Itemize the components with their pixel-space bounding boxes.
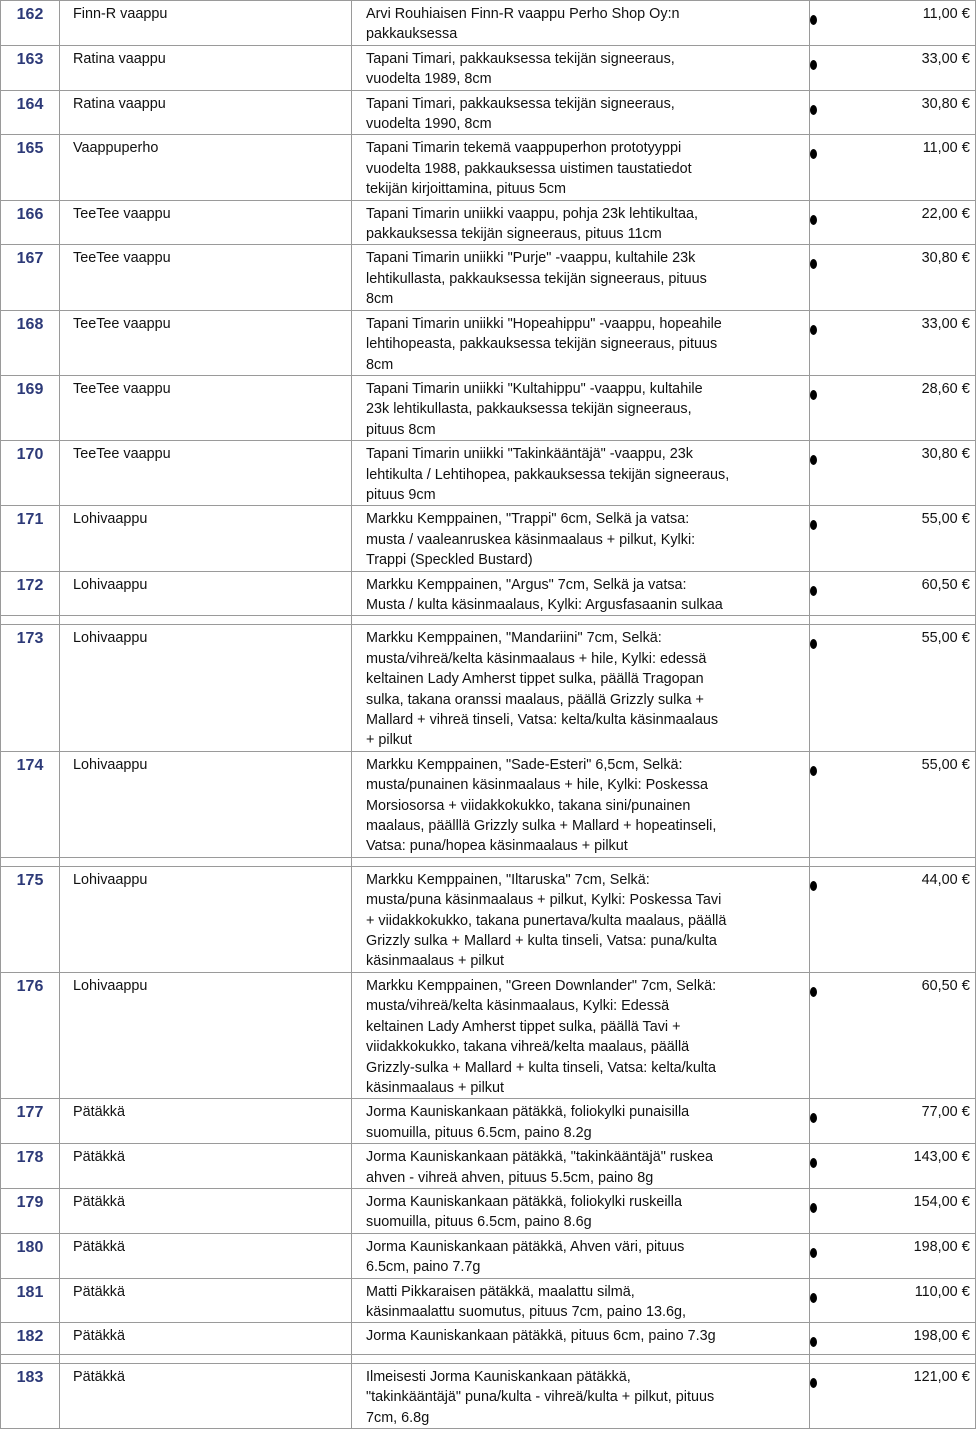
- euro-icon: €: [961, 1282, 970, 1300]
- item-price: [839, 1144, 976, 1189]
- item-number: 177: [1, 1099, 60, 1144]
- table-row: [1, 1099, 976, 1144]
- price-value: 30,80: [921, 446, 958, 463]
- item-number: 168: [1, 310, 60, 375]
- item-name: Pätäkkä: [60, 1099, 352, 1144]
- item-price: [839, 506, 976, 571]
- price-value: 33,00: [921, 50, 958, 67]
- bullet-icon: [810, 1293, 817, 1303]
- table-row: [1, 441, 976, 506]
- item-description: Jorma Kauniskankaan pätäkkä, foliokylki punaisilla suomuilla, pituus 6.5cm, paino 8.2g: [352, 1099, 810, 1144]
- item-number: 179: [1, 1188, 60, 1233]
- spacer-cell: [352, 1354, 810, 1363]
- item-number: 176: [1, 972, 60, 1098]
- spacer-cell: [810, 857, 840, 866]
- table-row: [1, 135, 976, 200]
- spacer-cell: [352, 616, 810, 625]
- bullet-cell: [810, 375, 840, 440]
- price-value: 55,00: [921, 511, 958, 528]
- table-row: [1, 310, 976, 375]
- item-price: [839, 90, 976, 135]
- item-name: Finn-R vaappu: [60, 1, 352, 46]
- item-description: Matti Pikkaraisen pätäkkä, maalattu silmä, käsinmaalattu suomutus, pituus 7cm, paino 13.6g,: [352, 1278, 810, 1323]
- bullet-icon: [810, 586, 817, 596]
- price-value: 77,00: [921, 1104, 958, 1121]
- euro-icon: €: [961, 755, 970, 773]
- spacer-cell: [839, 1354, 976, 1363]
- item-name: TeeTee vaappu: [60, 200, 352, 245]
- bullet-cell: [810, 571, 840, 616]
- price-value: 30,80: [921, 250, 958, 267]
- bullet-icon: [810, 215, 817, 225]
- item-name: Pätäkkä: [60, 1363, 352, 1428]
- bullet-icon: [810, 1203, 817, 1213]
- item-price: [839, 866, 976, 972]
- item-name: Ratina vaappu: [60, 90, 352, 135]
- item-price: [839, 135, 976, 200]
- item-number: 174: [1, 751, 60, 857]
- item-description: Jorma Kauniskankaan pätäkkä, pituus 6cm, paino 7.3g: [352, 1323, 810, 1354]
- bullet-cell: [810, 506, 840, 571]
- item-number: 165: [1, 135, 60, 200]
- price-value: 55,00: [921, 756, 958, 773]
- table-row: [1, 375, 976, 440]
- item-name: TeeTee vaappu: [60, 441, 352, 506]
- item-number: 164: [1, 90, 60, 135]
- table-row: [1, 1144, 976, 1189]
- spacer-cell: [810, 616, 840, 625]
- item-name: Ratina vaappu: [60, 45, 352, 90]
- item-name: Lohivaappu: [60, 751, 352, 857]
- euro-icon: €: [961, 204, 970, 222]
- bullet-icon: [810, 390, 817, 400]
- item-description: Jorma Kauniskankaan pätäkkä, foliokylki ruskeilla suomuilla, pituus 6.5cm, paino 8.6g: [352, 1188, 810, 1233]
- bullet-cell: [810, 441, 840, 506]
- item-number: 182: [1, 1323, 60, 1354]
- item-price: [839, 972, 976, 1098]
- item-number: 183: [1, 1363, 60, 1428]
- price-value: 28,60: [921, 380, 958, 397]
- item-number: 175: [1, 866, 60, 972]
- price-value: 198,00: [913, 1238, 958, 1255]
- bullet-cell: [810, 972, 840, 1098]
- catalog-body: [1, 1, 976, 1429]
- item-name: Pätäkkä: [60, 1144, 352, 1189]
- bullet-icon: [810, 639, 817, 649]
- item-number: 178: [1, 1144, 60, 1189]
- price-value: 198,00: [913, 1328, 958, 1345]
- price-value: 22,00: [921, 205, 958, 222]
- item-name: Lohivaappu: [60, 866, 352, 972]
- item-price: [839, 200, 976, 245]
- item-number: 163: [1, 45, 60, 90]
- euro-icon: €: [961, 379, 970, 397]
- item-price: [839, 441, 976, 506]
- item-description: Markku Kemppainen, "Green Downlander" 7cm, Selkä: musta/vihreä/kelta käsinmaalaus, Kylki: Edessä keltainen Lady Amherst tippet sulka, päällä Tavi + viidakkokukko, takana vihreä/kelta maalaus, päällä Grizzly-sulka + Mallard + kulta tinseli, Vatsa: kelta/kulta käsinmaalaus + pilkut: [352, 972, 810, 1098]
- item-price: [839, 571, 976, 616]
- bullet-cell: [810, 1, 840, 46]
- spacer-row: [1, 857, 976, 866]
- price-value: 55,00: [921, 630, 958, 647]
- item-price: [839, 625, 976, 751]
- spacer-cell: [1, 616, 60, 625]
- euro-icon: €: [961, 870, 970, 888]
- bullet-cell: [810, 135, 840, 200]
- item-price: [839, 1099, 976, 1144]
- spacer-row: [1, 1354, 976, 1363]
- price-value: 30,80: [921, 95, 958, 112]
- euro-icon: €: [961, 1367, 970, 1385]
- item-description: Tapani Timari, pakkauksessa tekijän signeeraus, vuodelta 1990, 8cm: [352, 90, 810, 135]
- bullet-cell: [810, 1363, 840, 1428]
- bullet-cell: [810, 310, 840, 375]
- bullet-icon: [810, 15, 817, 25]
- item-name: Pätäkkä: [60, 1188, 352, 1233]
- item-price: [839, 375, 976, 440]
- item-number: 171: [1, 506, 60, 571]
- item-description: Tapani Timarin uniikki "Hopeahippu" -vaappu, hopeahile lehtihopeasta, pakkauksessa tekijän signeeraus, pituus 8cm: [352, 310, 810, 375]
- bullet-cell: [810, 625, 840, 751]
- bullet-icon: [810, 881, 817, 891]
- euro-icon: €: [961, 94, 970, 112]
- table-row: [1, 866, 976, 972]
- euro-icon: €: [961, 1327, 970, 1345]
- table-row: [1, 1323, 976, 1354]
- item-description: Tapani Timarin uniikki "Takinkääntäjä" -vaappu, 23k lehtikulta / Lehtihopea, pakkauksessa tekijän signeeraus, pituus 9cm: [352, 441, 810, 506]
- bullet-icon: [810, 1113, 817, 1123]
- spacer-cell: [60, 1354, 352, 1363]
- table-row: [1, 90, 976, 135]
- euro-icon: €: [961, 629, 970, 647]
- spacer-cell: [60, 857, 352, 866]
- item-name: Pätäkkä: [60, 1233, 352, 1278]
- price-value: 11,00: [922, 140, 958, 157]
- bullet-icon: [810, 1337, 817, 1347]
- table-row: [1, 751, 976, 857]
- item-name: Lohivaappu: [60, 972, 352, 1098]
- bullet-icon: [810, 987, 817, 997]
- item-number: 167: [1, 245, 60, 310]
- euro-icon: €: [961, 5, 970, 22]
- item-description: Jorma Kauniskankaan pätäkkä, "takinkääntäjä" ruskea ahven - vihreä ahven, pituus 5.5cm, paino 8g: [352, 1144, 810, 1189]
- item-description: Arvi Rouhiaisen Finn-R vaappu Perho Shop Oy:n pakkauksessa: [352, 1, 810, 46]
- item-description: Tapani Timarin uniikki "Purje" -vaappu, kultahile 23k lehtikullasta, pakkauksessa tekijän signeeraus, pituus 8cm: [352, 245, 810, 310]
- item-number: 170: [1, 441, 60, 506]
- price-value: 60,50: [921, 576, 958, 593]
- item-name: Lohivaappu: [60, 506, 352, 571]
- item-price: [839, 1278, 976, 1323]
- bullet-icon: [810, 149, 817, 159]
- item-description: Markku Kemppainen, "Iltaruska" 7cm, Selkä: musta/puna käsinmaalaus + pilkut, Kylki: Poskessa Tavi + viidakkokukko, takana punertava/kulta maalaus, päällä Grizzly sulka + Mallard + kulta tinseli, Vatsa: puna/kulta käsinmaalaus + pilkut: [352, 866, 810, 972]
- price-value: 110,00: [914, 1283, 958, 1300]
- item-price: [839, 1363, 976, 1428]
- table-row: [1, 1188, 976, 1233]
- item-number: 173: [1, 625, 60, 751]
- bullet-cell: [810, 45, 840, 90]
- bullet-icon: [810, 766, 817, 776]
- euro-icon: €: [961, 575, 970, 593]
- item-number: 181: [1, 1278, 60, 1323]
- table-row: [1, 1363, 976, 1428]
- table-row: [1, 1, 976, 46]
- item-name: Pätäkkä: [60, 1278, 352, 1323]
- price-value: 154,00: [913, 1193, 958, 1210]
- euro-icon: €: [961, 976, 970, 994]
- item-number: 166: [1, 200, 60, 245]
- bullet-cell: [810, 200, 840, 245]
- item-number: 180: [1, 1233, 60, 1278]
- item-description: Markku Kemppainen, "Sade-Esteri" 6,5cm, Selkä: musta/punainen käsinmaalaus + hile, Kylki: Poskessa Morsiosorsa + viidakkokukko, takana sini/punainen maalaus, päälllä Grizzly sulka + Mallard + hopeatinseli, Vatsa: puna/hopea käsinmaalaus + pilkut: [352, 751, 810, 857]
- item-number: 172: [1, 571, 60, 616]
- price-value: 121,00: [913, 1368, 958, 1385]
- price-value: 33,00: [921, 315, 958, 332]
- table-row: [1, 200, 976, 245]
- item-name: Lohivaappu: [60, 571, 352, 616]
- bullet-icon: [810, 520, 817, 530]
- item-name: TeeTee vaappu: [60, 375, 352, 440]
- euro-icon: €: [961, 1148, 970, 1166]
- bullet-cell: [810, 1099, 840, 1144]
- spacer-cell: [352, 857, 810, 866]
- item-price: [839, 1233, 976, 1278]
- item-name: Vaappuperho: [60, 135, 352, 200]
- item-number: 162: [1, 1, 60, 46]
- item-name: Lohivaappu: [60, 625, 352, 751]
- bullet-cell: [810, 1323, 840, 1354]
- item-description: Tapani Timarin tekemä vaappuperhon prototyyppi vuodelta 1988, pakkauksessa uistimen taustatiedot tekijän kirjoittamina, pituus 5cm: [352, 135, 810, 200]
- table-row: [1, 625, 976, 751]
- item-name: TeeTee vaappu: [60, 310, 352, 375]
- table-row: [1, 245, 976, 310]
- item-price: [839, 45, 976, 90]
- spacer-cell: [839, 616, 976, 625]
- euro-icon: €: [961, 49, 970, 67]
- bullet-icon: [810, 105, 817, 115]
- bullet-icon: [810, 1248, 817, 1258]
- spacer-cell: [1, 1354, 60, 1363]
- item-description: Markku Kemppainen, "Trappi" 6cm, Selkä ja vatsa: musta / vaaleanruskea käsinmaalaus + pilkut, Kylki: Trappi (Speckled Bustard): [352, 506, 810, 571]
- euro-icon: €: [961, 1237, 970, 1255]
- item-price: [839, 751, 976, 857]
- item-price: [839, 245, 976, 310]
- bullet-cell: [810, 751, 840, 857]
- bullet-icon: [810, 259, 817, 269]
- item-description: Markku Kemppainen, "Argus" 7cm, Selkä ja vatsa: Musta / kulta käsinmaalaus, Kylki: Argusfasaanin sulkaa: [352, 571, 810, 616]
- item-description: Markku Kemppainen, "Mandariini" 7cm, Selkä: musta/vihreä/kelta käsinmaalaus + hile, Kylki: edessä keltainen Lady Amherst tippet sulka, päällä Tragopan sulka, takana oranssi maalaus, päällä Grizzly sulka + Mallard + vihreä tinseli, Vatsa: kelta/kulta käsinmaalaus + pilkut: [352, 625, 810, 751]
- item-description: Tapani Timarin uniikki vaappu, pohja 23k lehtikultaa, pakkauksessa tekijän signeeraus, pituus 11cm: [352, 200, 810, 245]
- item-price: [839, 1, 976, 46]
- bullet-cell: [810, 1278, 840, 1323]
- item-number: 169: [1, 375, 60, 440]
- euro-icon: €: [961, 510, 970, 528]
- bullet-icon: [810, 455, 817, 465]
- table-row: [1, 506, 976, 571]
- item-name: Pätäkkä: [60, 1323, 352, 1354]
- bullet-cell: [810, 1233, 840, 1278]
- item-description: Ilmeisesti Jorma Kauniskankaan pätäkkä, "takinkääntäjä" puna/kulta - vihreä/kulta + pilkut, pituus 7cm, 6.8g: [352, 1363, 810, 1428]
- price-value: 60,50: [921, 977, 958, 994]
- spacer-row: [1, 616, 976, 625]
- table-row: [1, 1278, 976, 1323]
- bullet-icon: [810, 1158, 817, 1168]
- table-row: [1, 972, 976, 1098]
- table-row: [1, 1233, 976, 1278]
- table-row: [1, 45, 976, 90]
- item-description: Tapani Timari, pakkauksessa tekijän signeeraus, vuodelta 1989, 8cm: [352, 45, 810, 90]
- bullet-cell: [810, 1188, 840, 1233]
- spacer-cell: [810, 1354, 840, 1363]
- euro-icon: €: [961, 445, 970, 463]
- spacer-cell: [1, 857, 60, 866]
- item-name: TeeTee vaappu: [60, 245, 352, 310]
- bullet-icon: [810, 60, 817, 70]
- bullet-cell: [810, 90, 840, 135]
- spacer-cell: [60, 616, 352, 625]
- bullet-cell: [810, 866, 840, 972]
- item-price: [839, 310, 976, 375]
- spacer-cell: [839, 857, 976, 866]
- euro-icon: €: [961, 1103, 970, 1121]
- item-price: [839, 1323, 976, 1354]
- item-description: Tapani Timarin uniikki "Kultahippu" -vaappu, kultahile 23k lehtikullasta, pakkauksessa tekijän signeeraus, pituus 8cm: [352, 375, 810, 440]
- euro-icon: €: [961, 139, 970, 157]
- bullet-cell: [810, 245, 840, 310]
- bullet-icon: [810, 325, 817, 335]
- price-value: 11,00: [922, 6, 958, 22]
- euro-icon: €: [961, 314, 970, 332]
- price-value: 143,00: [913, 1149, 958, 1166]
- table-row: [1, 571, 976, 616]
- bullet-cell: [810, 1144, 840, 1189]
- item-price: [839, 1188, 976, 1233]
- price-value: 44,00: [921, 871, 958, 888]
- bullet-icon: [810, 1378, 817, 1388]
- item-description: Jorma Kauniskankaan pätäkkä, Ahven väri, pituus 6.5cm, paino 7.7g: [352, 1233, 810, 1278]
- euro-icon: €: [961, 249, 970, 267]
- euro-icon: €: [961, 1192, 970, 1210]
